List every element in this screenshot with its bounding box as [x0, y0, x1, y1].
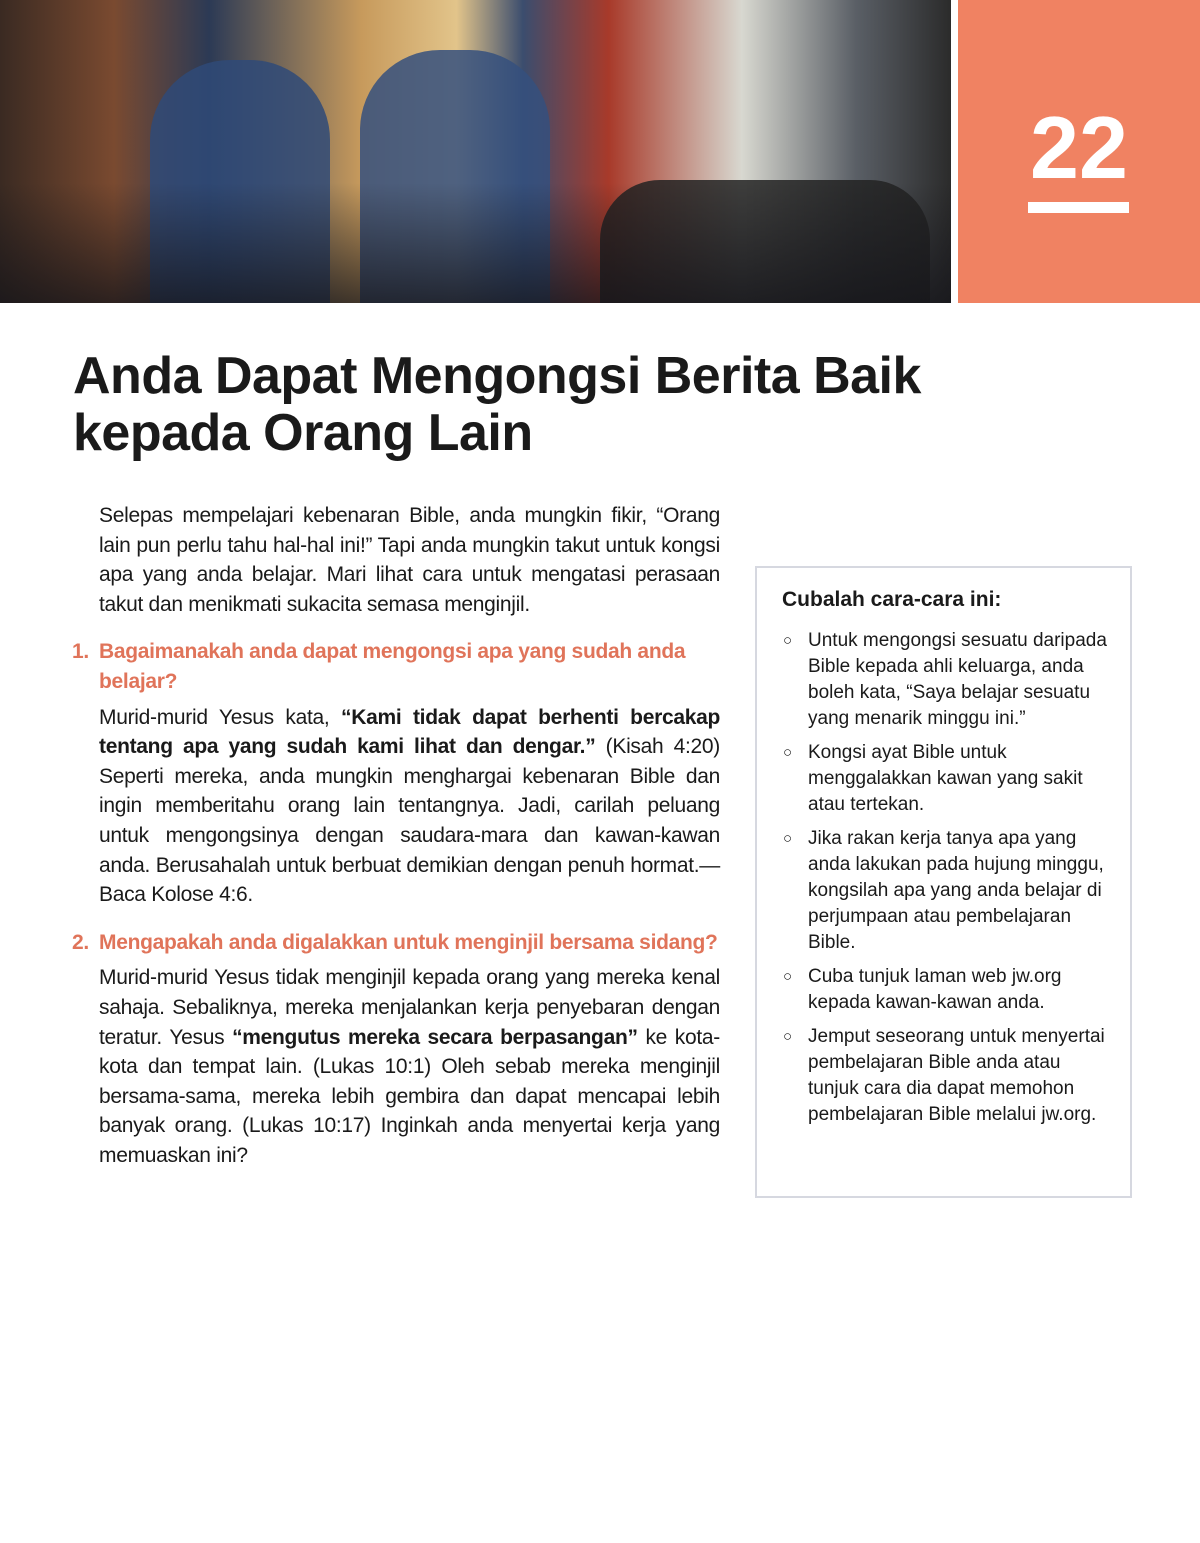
lesson-number-underline [1028, 202, 1129, 213]
page-title: Anda Dapat Mengongsi Berita Baik kepada Orang Lain [73, 347, 921, 462]
tips-sidebar [755, 566, 1132, 1198]
list-item: ○ Jika rakan kerja tanya apa yang anda lakukan pada hujung minggu, kongsilah apa yang anda belajar di perjumpaan atau pembelajaran Bible. [783, 828, 1104, 953]
lesson-number-badge [958, 0, 1200, 303]
bullet-icon: ○ [783, 1028, 793, 1045]
question-2: 2. Mengapakah anda digalakkan untuk menginjil bersama sidang? [72, 930, 718, 954]
lesson-number: 22 [1030, 98, 1128, 197]
question-1: 1. Bagaimanakah anda dapat mengongsi apa yang sudah anda belajar? [72, 640, 686, 693]
list-item: ○ Cuba tunjuk laman web jw.org kepada kawan-kawan anda. [783, 966, 1062, 1013]
bullet-icon: ○ [783, 632, 793, 649]
list-item: ○ Untuk mengongsi sesuatu daripada Bible kepada ahli keluarga, anda boleh kata, “Saya belajar sesuatu yang menarik minggu ini.” [783, 630, 1107, 729]
list-item: ○ Kongsi ayat Bible untuk menggalakkan kawan yang sakit atau tertekan. [783, 742, 1083, 815]
main-column [72, 501, 721, 1170]
answer-1: Murid-murid Yesus kata, “Kami tidak dapat berhenti bercakap tentang apa yang sudah kami lihat dan dengar.” (Kisah 4:20) Seperti mereka, anda mungkin menghargai kebenaran Bible dan ingin memberitahu orang lain tentangnya. Jadi, carilah peluang untuk mengongsinya dengan saudara-mara dan kawan-kawan anda. Berusahalah untuk berbuat demikian dengan penuh hormat.—Baca Kolose 4:6. [99, 705, 721, 907]
header-photo [0, 0, 951, 303]
answer-2: Murid-murid Yesus tidak menginjil kepada orang yang mereka kenal sahaja. Sebaliknya, mereka menjalankan kerja penyebaran dengan teratur. Yesus “mengutus mereka secara berpasangan” ke kota-kota dan tempat lain. (Lukas 10:1) Oleh sebab mereka menginjil bersama-sama, mereka lebih gembira dan dapat mencapai lebih banyak orang. (Lukas 10:17) Inginkah anda menyertai kerja yang memuaskan ini? [99, 966, 720, 1167]
bullet-icon: ○ [783, 744, 793, 761]
tips-heading: Cubalah cara-cara ini: [782, 588, 1002, 611]
list-item: ○ Jemput seseorang untuk menyertai pembelajaran Bible anda atau tunjuk cara dia dapat memohon pembelajaran Bible melalui jw.org. [783, 1026, 1105, 1125]
tips-list [783, 628, 1113, 1136]
bullet-icon: ○ [783, 830, 793, 847]
intro-paragraph: Selepas mempelajari kebenaran Bible, anda mungkin fikir, “Orang lain pun perlu tahu hal-hal ini!” Tapi anda mungkin takut untuk kongsi apa yang anda belajar. Mari lihat cara untuk mengatasi perasaan takut dan menikmati sukacita semasa menginjil. [99, 504, 720, 616]
bullet-icon: ○ [783, 968, 793, 985]
